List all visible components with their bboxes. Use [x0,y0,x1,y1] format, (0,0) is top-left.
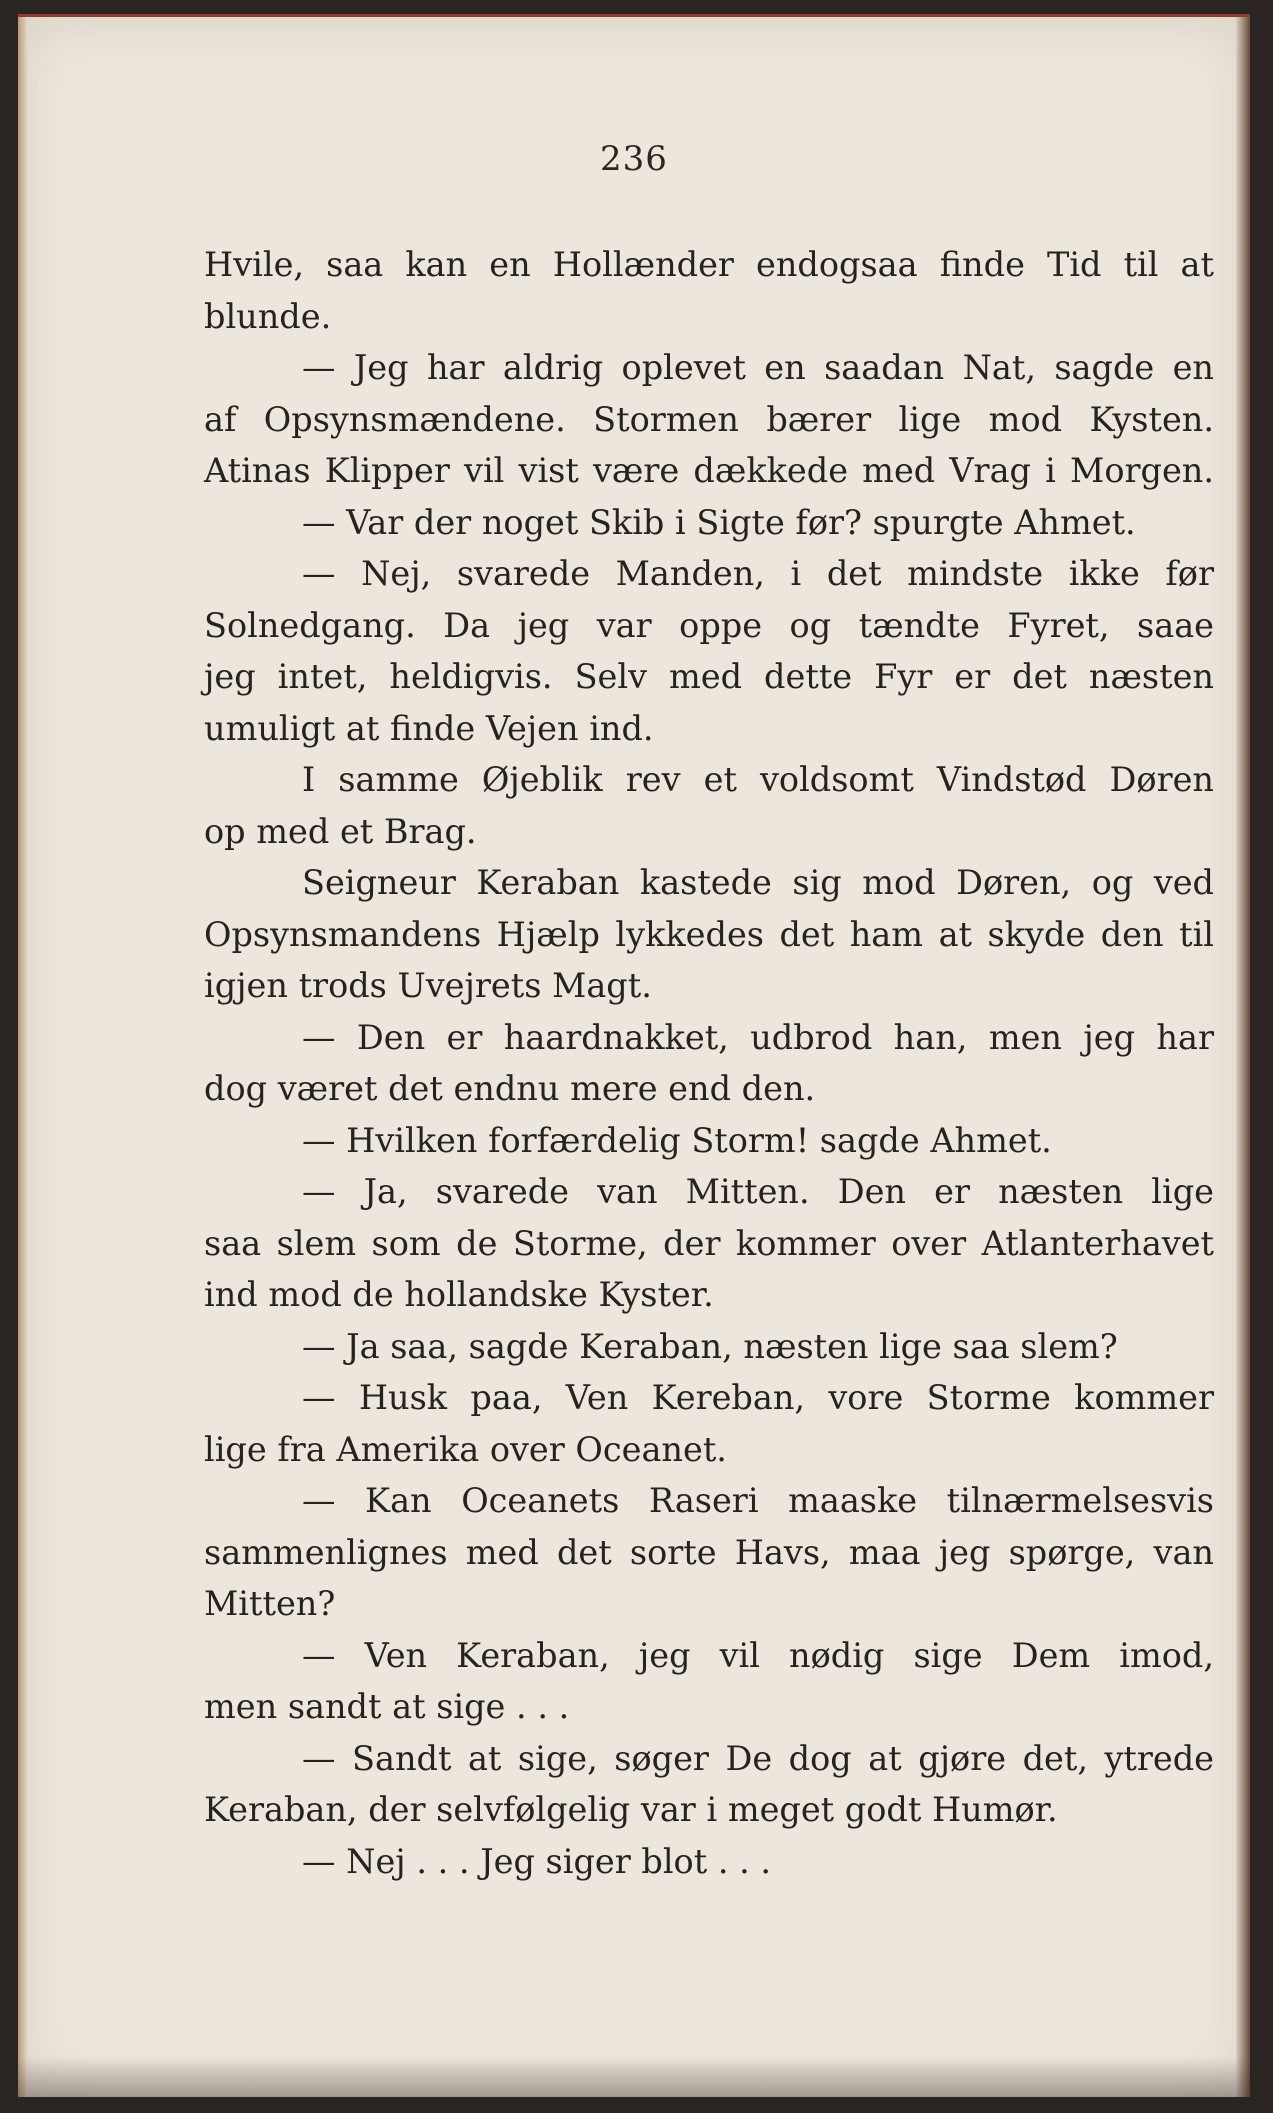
text-line: Seigneur Keraban kastede sig mod Døren, og ved [302,863,1214,902]
text-line: — Sandt at sige, søger De dog at gjøre det, ytrede [302,1738,1214,1778]
text-line: Opsynsmandens Hjælp lykkedes det ham at skyde den til [204,914,1214,954]
text-line: — Nej . . . Jeg siger blot . . . [302,1841,772,1881]
text-line: af Opsynsmændene. Stormen bærer lige mod Kysten. [204,399,1214,439]
page-outer-edge [1236,17,1250,2097]
text-line: men sandt at sige . . . [204,1687,570,1726]
page-bottom-shadow [18,2057,1250,2097]
text-line: sammenlignes med det sorte Havs, maa jeg spørge, van [204,1532,1214,1572]
text-line: I samme Øjeblik rev et voldsomt Vindstød Døren [302,760,1214,799]
text-line: lige fra Amerika over Oceanet. [204,1429,727,1469]
text-line: — Ja, svarede van Mitten. Den er næsten lige [302,1172,1214,1211]
text-line: igjen trods Uvejrets Magt. [204,966,652,1005]
text-line: Hvile, saa kan en Hollænder endogsaa finde Tid til at [204,245,1214,284]
text-line: — Den er haardnakket, udbrod han, men jeg har [302,1017,1214,1057]
text-line: — Ven Keraban, jeg vil nødig sige Dem imod, [302,1635,1214,1675]
text-line: umuligt at finde Vejen ind. [204,708,654,748]
text-line: blunde. [204,296,332,336]
text-line: Mitten? [204,1584,336,1623]
text-line: — Var der noget Skib i Sigte før? spurgte Ahmet. [302,502,1136,542]
text-line: — Jeg har aldrig oplevet en saadan Nat, sagde en [302,348,1214,387]
text-line: — Hvilken forfærdelig Storm! sagde Ahmet. [302,1120,1052,1160]
body-text [204,239,1214,1887]
text-line: jeg intet, heldigvis. Selv med dette Fyr er det næsten [204,657,1214,696]
text-line: Keraban, der selvfølgelig var i meget godt Humør. [204,1790,1058,1829]
text-line: — Kan Oceanets Raseri maaske tilnærmelsesvis [302,1481,1214,1520]
text-line: Atinas Klipper vil vist være dækkede med Vrag i Morgen. [204,451,1214,490]
text-line: — Husk paa, Ven Kereban, vore Storme kommer [302,1378,1214,1417]
text-line: — Ja saa, sagde Keraban, næsten lige saa slem? [302,1326,1118,1366]
text-line: — Nej, svarede Manden, i det mindste ikke før [302,554,1214,593]
page-number: 236 [600,139,668,179]
page-gutter-edge [18,17,28,2097]
text-line: Solnedgang. Da jeg var oppe og tændte Fyret, saae [204,605,1214,645]
book-page [18,14,1250,2097]
text-line: saa slem som de Storme, der kommer over Atlanterhavet [204,1223,1214,1263]
text-line: ind mod de hollandske Kyster. [204,1275,714,1314]
text-line: op med et Brag. [204,811,477,851]
text-line: dog været det endnu mere end den. [204,1069,816,1108]
